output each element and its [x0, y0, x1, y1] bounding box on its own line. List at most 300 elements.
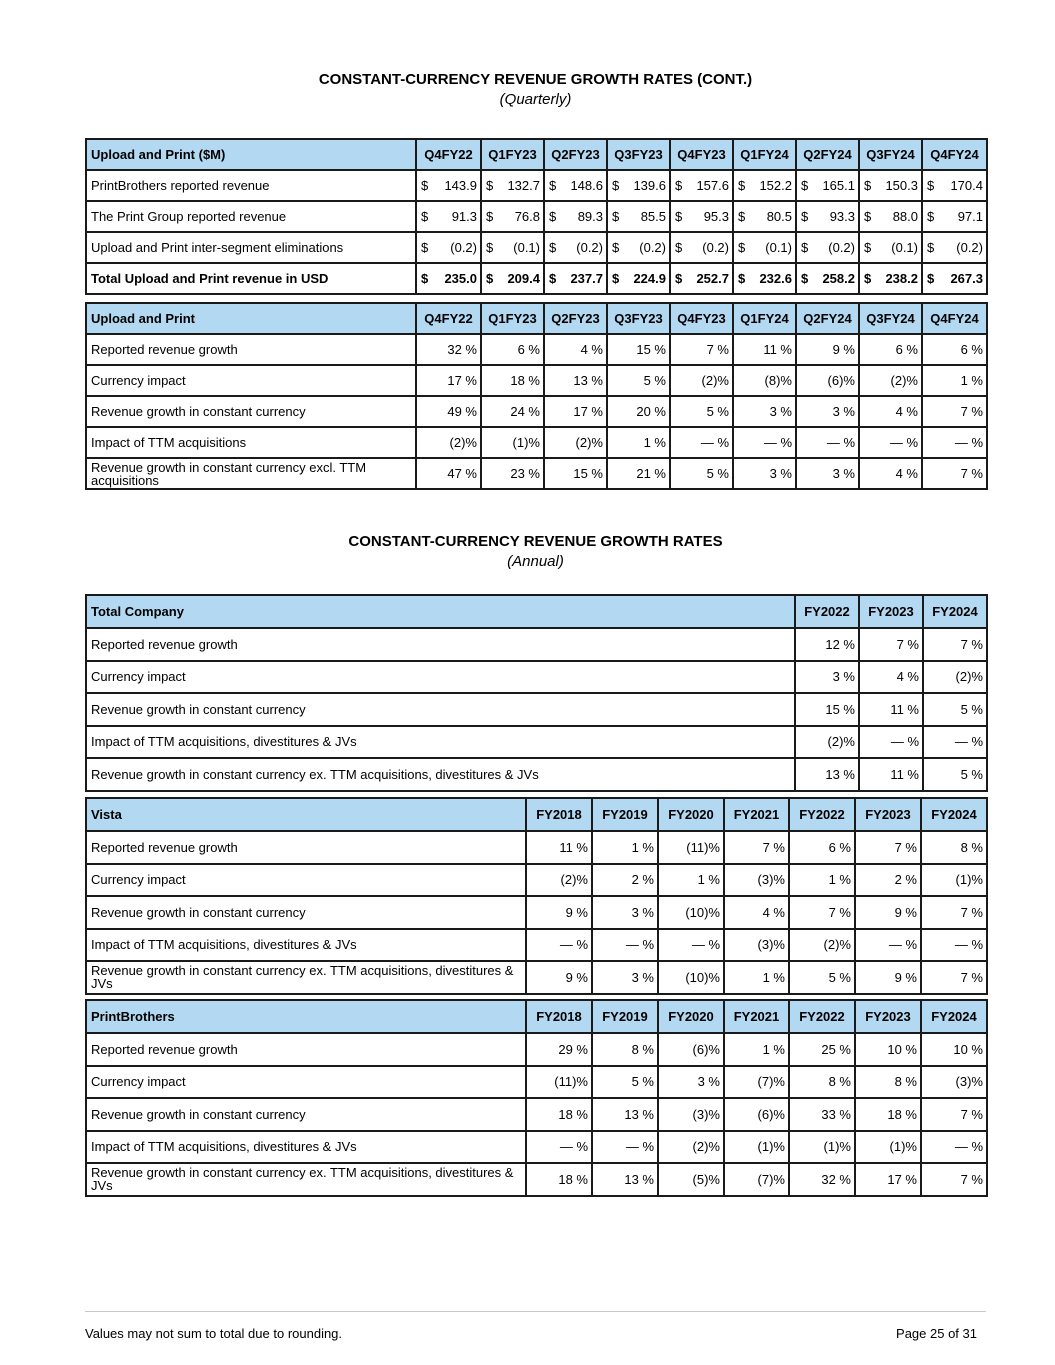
cell-value: (0.2): [956, 240, 983, 255]
table-row: [86, 693, 987, 726]
row-label: Reported revenue growth: [86, 1033, 526, 1066]
cell-value: (3)%: [658, 1098, 724, 1131]
period-header: FY2024: [923, 595, 987, 628]
table-header-row: [86, 303, 987, 334]
cell-value: 80.5: [766, 209, 792, 224]
cell-value: 9 %: [796, 334, 859, 365]
cell-value: 15 %: [607, 334, 670, 365]
annual-heading: [0, 532, 1055, 572]
row-label: Impact of TTM acquisitions, divestitures & JVs: [86, 1131, 526, 1164]
currency-symbol: $: [864, 240, 872, 255]
money-cell: [733, 232, 796, 263]
table-row: [86, 831, 987, 864]
money-cell: [796, 232, 859, 263]
currency-symbol: $: [864, 271, 872, 286]
cell-value: 148.6: [570, 178, 603, 193]
cell-value: 91.3: [451, 209, 477, 224]
cell-value: 18 %: [526, 1163, 592, 1196]
cell-value: 10 %: [921, 1033, 987, 1066]
period-header: Q4FY23: [670, 303, 733, 334]
table-row: [86, 1163, 987, 1196]
cell-value: — %: [859, 427, 922, 458]
money-cell: [416, 201, 481, 232]
currency-symbol: $: [486, 209, 494, 224]
currency-symbol: $: [549, 271, 557, 286]
cell-value: (0.1): [891, 240, 918, 255]
cell-value: 3 %: [592, 961, 658, 994]
period-header: FY2023: [859, 595, 923, 628]
cell-value: 1 %: [724, 961, 789, 994]
table-row: [86, 232, 987, 263]
cell-value: (0.2): [828, 240, 855, 255]
money-cell: [416, 232, 481, 263]
cell-value: 5 %: [670, 396, 733, 427]
currency-symbol: $: [486, 271, 494, 286]
printbrothers-table: [85, 999, 988, 1197]
period-header: Q1FY24: [733, 303, 796, 334]
money-cell: [481, 263, 544, 294]
money-cell: [670, 201, 733, 232]
cell-value: 143.9: [444, 178, 477, 193]
cell-value: — %: [526, 1131, 592, 1164]
cell-value: 4 %: [859, 661, 923, 694]
cell-value: 8 %: [855, 1066, 921, 1099]
period-header: Q2FY24: [796, 139, 859, 170]
cell-value: 49 %: [416, 396, 481, 427]
cell-value: 32 %: [416, 334, 481, 365]
money-cell: [859, 263, 922, 294]
table-row: [86, 896, 987, 929]
money-cell: [481, 201, 544, 232]
money-cell: [859, 232, 922, 263]
cell-value: 23 %: [481, 458, 544, 489]
cell-value: (1)%: [855, 1131, 921, 1164]
section-subtitle: (Annual): [507, 553, 564, 570]
cell-value: 7 %: [921, 961, 987, 994]
money-cell: [670, 232, 733, 263]
currency-symbol: $: [421, 178, 429, 193]
money-cell: [607, 201, 670, 232]
cell-value: 5 %: [607, 365, 670, 396]
cell-value: 1 %: [922, 365, 987, 396]
money-cell: [481, 232, 544, 263]
money-cell: [922, 232, 987, 263]
cell-value: 85.5: [640, 209, 666, 224]
table-row: [86, 864, 987, 897]
money-cell: [670, 263, 733, 294]
period-header: Q4FY22: [416, 303, 481, 334]
currency-symbol: $: [612, 271, 620, 286]
cell-value: (2)%: [526, 864, 592, 897]
cell-value: 8 %: [592, 1033, 658, 1066]
table-row: [86, 396, 987, 427]
table-row: [86, 961, 987, 994]
cell-value: 8 %: [789, 1066, 855, 1099]
cell-value: (6)%: [658, 1033, 724, 1066]
cell-value: 6 %: [859, 334, 922, 365]
upload-print-usd-table: [85, 138, 988, 295]
cell-value: — %: [670, 427, 733, 458]
cell-value: 170.4: [950, 178, 983, 193]
cell-value: 6 %: [789, 831, 855, 864]
money-cell: [859, 170, 922, 201]
cell-value: 15 %: [795, 693, 859, 726]
row-label: Impact of TTM acquisitions: [86, 427, 416, 458]
cell-value: 3 %: [733, 396, 796, 427]
period-header: FY2020: [658, 1000, 724, 1033]
table-row: [86, 1098, 987, 1131]
row-label: Revenue growth in constant currency ex. TTM acquisitions, divestitures & JVs: [86, 758, 795, 791]
cell-value: 88.0: [892, 209, 918, 224]
currency-symbol: $: [421, 240, 429, 255]
period-header: FY2019: [592, 1000, 658, 1033]
period-header: FY2018: [526, 798, 592, 831]
money-cell: [670, 170, 733, 201]
cell-value: 2 %: [592, 864, 658, 897]
row-label: Revenue growth in constant currency excl. TTM acquisitions: [86, 458, 416, 489]
money-cell: [733, 263, 796, 294]
period-header: FY2022: [795, 595, 859, 628]
cell-value: — %: [855, 929, 921, 962]
cell-value: 1 %: [607, 427, 670, 458]
table-row: [86, 758, 987, 791]
money-cell: [607, 232, 670, 263]
cell-value: 6 %: [922, 334, 987, 365]
cell-value: (1)%: [789, 1131, 855, 1164]
table-row: [86, 365, 987, 396]
period-header: FY2020: [658, 798, 724, 831]
period-header: Q2FY24: [796, 303, 859, 334]
cell-value: (6)%: [796, 365, 859, 396]
table-header-label: PrintBrothers: [86, 1000, 526, 1033]
cell-value: 89.3: [577, 209, 603, 224]
table-row: [86, 263, 987, 294]
cell-value: 232.6: [759, 271, 792, 286]
cell-value: 4 %: [859, 396, 922, 427]
table-row: [86, 458, 987, 489]
money-cell: [922, 201, 987, 232]
period-header: Q1FY24: [733, 139, 796, 170]
cell-value: 13 %: [795, 758, 859, 791]
cell-value: 7 %: [921, 1163, 987, 1196]
period-header: FY2021: [724, 798, 789, 831]
cell-value: 18 %: [526, 1098, 592, 1131]
cell-value: 20 %: [607, 396, 670, 427]
currency-symbol: $: [738, 178, 746, 193]
row-label: Reported revenue growth: [86, 628, 795, 661]
cell-value: 3 %: [658, 1066, 724, 1099]
cell-value: (11)%: [526, 1066, 592, 1099]
total-company-table: [85, 594, 988, 792]
cell-value: — %: [592, 929, 658, 962]
money-cell: [544, 201, 607, 232]
row-label: Reported revenue growth: [86, 334, 416, 365]
cell-value: 7 %: [921, 1098, 987, 1131]
table-row: [86, 1131, 987, 1164]
table-row: [86, 628, 987, 661]
cell-value: 7 %: [922, 458, 987, 489]
section-title: CONSTANT-CURRENCY REVENUE GROWTH RATES: [348, 533, 723, 550]
period-header: Q4FY24: [922, 303, 987, 334]
cell-value: 224.9: [633, 271, 666, 286]
currency-symbol: $: [927, 271, 935, 286]
cell-value: 32 %: [789, 1163, 855, 1196]
period-header: FY2019: [592, 798, 658, 831]
cell-value: 18 %: [481, 365, 544, 396]
table-row: [86, 1033, 987, 1066]
cell-value: (2)%: [670, 365, 733, 396]
cell-value: 1 %: [724, 1033, 789, 1066]
currency-symbol: $: [738, 209, 746, 224]
row-label: Revenue growth in constant currency: [86, 396, 416, 427]
row-label: Revenue growth in constant currency: [86, 896, 526, 929]
cell-value: 3 %: [795, 661, 859, 694]
currency-symbol: $: [927, 240, 935, 255]
cell-value: (2)%: [544, 427, 607, 458]
cell-value: 238.2: [885, 271, 918, 286]
row-label: Total Upload and Print revenue in USD: [86, 263, 416, 294]
row-label: Currency impact: [86, 1066, 526, 1099]
currency-symbol: $: [675, 271, 683, 286]
cell-value: 7 %: [789, 896, 855, 929]
row-label: Revenue growth in constant currency ex. TTM acquisitions, divestitures & JVs: [86, 961, 526, 994]
row-label: The Print Group reported revenue: [86, 201, 416, 232]
money-cell: [607, 170, 670, 201]
table-row: [86, 334, 987, 365]
currency-symbol: $: [927, 178, 935, 193]
cell-value: 95.3: [703, 209, 729, 224]
cell-value: 152.2: [759, 178, 792, 193]
cell-value: 76.8: [514, 209, 540, 224]
currency-symbol: $: [549, 178, 557, 193]
section-title: CONSTANT-CURRENCY REVENUE GROWTH RATES (CONT.): [318, 71, 753, 88]
cell-value: 5 %: [923, 693, 987, 726]
quarterly-heading: [0, 70, 1055, 110]
cell-value: 7 %: [921, 896, 987, 929]
cell-value: 12 %: [795, 628, 859, 661]
cell-value: — %: [859, 726, 923, 759]
period-header: FY2024: [921, 798, 987, 831]
cell-value: (6)%: [724, 1098, 789, 1131]
row-label: Currency impact: [86, 864, 526, 897]
cell-value: (2)%: [789, 929, 855, 962]
period-header: FY2024: [921, 1000, 987, 1033]
cell-value: (0.1): [513, 240, 540, 255]
cell-value: 5 %: [923, 758, 987, 791]
money-cell: [733, 201, 796, 232]
cell-value: 15 %: [544, 458, 607, 489]
cell-value: 9 %: [855, 896, 921, 929]
money-cell: [859, 201, 922, 232]
cell-value: — %: [592, 1131, 658, 1164]
cell-value: 2 %: [855, 864, 921, 897]
cell-value: 252.7: [696, 271, 729, 286]
row-label: PrintBrothers reported revenue: [86, 170, 416, 201]
currency-symbol: $: [927, 209, 935, 224]
money-cell: [481, 170, 544, 201]
cell-value: 97.1: [957, 209, 983, 224]
row-label: Currency impact: [86, 661, 795, 694]
row-label: Revenue growth in constant currency: [86, 1098, 526, 1131]
period-header: FY2022: [789, 798, 855, 831]
currency-symbol: $: [486, 178, 494, 193]
cell-value: (0.2): [639, 240, 666, 255]
cell-value: 47 %: [416, 458, 481, 489]
cell-value: 10 %: [855, 1033, 921, 1066]
row-label: Impact of TTM acquisitions, divestitures & JVs: [86, 726, 795, 759]
money-cell: [796, 170, 859, 201]
section-subtitle: (Quarterly): [499, 91, 572, 108]
cell-value: 7 %: [855, 831, 921, 864]
currency-symbol: $: [675, 209, 683, 224]
table-header-row: [86, 139, 987, 170]
currency-symbol: $: [801, 240, 809, 255]
cell-value: 209.4: [507, 271, 540, 286]
cell-value: (3)%: [921, 1066, 987, 1099]
cell-value: 7 %: [724, 831, 789, 864]
money-cell: [607, 263, 670, 294]
cell-value: 165.1: [822, 178, 855, 193]
currency-symbol: $: [864, 178, 872, 193]
cell-value: — %: [796, 427, 859, 458]
money-cell: [416, 170, 481, 201]
currency-symbol: $: [738, 271, 746, 286]
cell-value: 29 %: [526, 1033, 592, 1066]
cell-value: (2)%: [923, 661, 987, 694]
cell-value: (5)%: [658, 1163, 724, 1196]
cell-value: (10)%: [658, 896, 724, 929]
cell-value: (2)%: [416, 427, 481, 458]
cell-value: 13 %: [592, 1098, 658, 1131]
currency-symbol: $: [421, 271, 429, 286]
cell-value: 237.7: [570, 271, 603, 286]
cell-value: 3 %: [592, 896, 658, 929]
cell-value: 11 %: [526, 831, 592, 864]
cell-value: (2)%: [859, 365, 922, 396]
currency-symbol: $: [549, 209, 557, 224]
cell-value: 139.6: [633, 178, 666, 193]
period-header: FY2018: [526, 1000, 592, 1033]
cell-value: (7)%: [724, 1066, 789, 1099]
cell-value: 4 %: [724, 896, 789, 929]
cell-value: 4 %: [544, 334, 607, 365]
cell-value: 17 %: [544, 396, 607, 427]
cell-value: 18 %: [855, 1098, 921, 1131]
page-number: Page 25 of 31: [896, 1326, 977, 1341]
money-cell: [544, 170, 607, 201]
table-header-row: [86, 595, 987, 628]
cell-value: (3)%: [724, 929, 789, 962]
cell-value: 157.6: [696, 178, 729, 193]
upload-print-growth-table: [85, 302, 988, 490]
period-header: Q1FY23: [481, 139, 544, 170]
cell-value: — %: [923, 726, 987, 759]
currency-symbol: $: [801, 209, 809, 224]
cell-value: 267.3: [950, 271, 983, 286]
cell-value: (7)%: [724, 1163, 789, 1196]
cell-value: 11 %: [859, 758, 923, 791]
cell-value: 7 %: [670, 334, 733, 365]
cell-value: 9 %: [526, 896, 592, 929]
currency-symbol: $: [675, 178, 683, 193]
period-header: FY2023: [855, 1000, 921, 1033]
cell-value: 25 %: [789, 1033, 855, 1066]
currency-symbol: $: [675, 240, 683, 255]
period-header: Q1FY23: [481, 303, 544, 334]
cell-value: (2)%: [658, 1131, 724, 1164]
money-cell: [544, 263, 607, 294]
row-label: Currency impact: [86, 365, 416, 396]
cell-value: 258.2: [822, 271, 855, 286]
currency-symbol: $: [486, 240, 494, 255]
cell-value: 11 %: [859, 693, 923, 726]
currency-symbol: $: [612, 209, 620, 224]
currency-symbol: $: [801, 271, 809, 286]
cell-value: 150.3: [885, 178, 918, 193]
currency-symbol: $: [421, 209, 429, 224]
table-row: [86, 929, 987, 962]
cell-value: (10)%: [658, 961, 724, 994]
period-header: Q4FY23: [670, 139, 733, 170]
cell-value: 17 %: [416, 365, 481, 396]
cell-value: 1 %: [592, 831, 658, 864]
currency-symbol: $: [612, 240, 620, 255]
period-header: FY2023: [855, 798, 921, 831]
period-header: FY2022: [789, 1000, 855, 1033]
cell-value: 17 %: [855, 1163, 921, 1196]
cell-value: — %: [526, 929, 592, 962]
period-header: Q2FY23: [544, 303, 607, 334]
row-label: Reported revenue growth: [86, 831, 526, 864]
money-cell: [922, 170, 987, 201]
period-header: Q3FY23: [607, 303, 670, 334]
cell-value: 6 %: [481, 334, 544, 365]
cell-value: 235.0: [444, 271, 477, 286]
table-row: [86, 1066, 987, 1099]
table-header-row: [86, 798, 987, 831]
row-label: Revenue growth in constant currency ex. TTM acquisitions, divestitures & JVs: [86, 1163, 526, 1196]
cell-value: 24 %: [481, 396, 544, 427]
footer-divider: [85, 1311, 986, 1312]
cell-value: 5 %: [670, 458, 733, 489]
currency-symbol: $: [864, 209, 872, 224]
cell-value: — %: [658, 929, 724, 962]
cell-value: 93.3: [829, 209, 855, 224]
table-row: [86, 170, 987, 201]
table-header-label: Vista: [86, 798, 526, 831]
money-cell: [796, 263, 859, 294]
table-row: [86, 427, 987, 458]
cell-value: (1)%: [481, 427, 544, 458]
cell-value: 9 %: [526, 961, 592, 994]
row-label: Upload and Print inter-segment eliminations: [86, 232, 416, 263]
table-row: [86, 661, 987, 694]
cell-value: (8)%: [733, 365, 796, 396]
money-cell: [733, 170, 796, 201]
cell-value: 132.7: [507, 178, 540, 193]
cell-value: — %: [733, 427, 796, 458]
cell-value: 7 %: [859, 628, 923, 661]
cell-value: (11)%: [658, 831, 724, 864]
cell-value: — %: [921, 1131, 987, 1164]
period-header: Q4FY24: [922, 139, 987, 170]
row-label: Impact of TTM acquisitions, divestitures & JVs: [86, 929, 526, 962]
cell-value: 1 %: [789, 864, 855, 897]
period-header: FY2021: [724, 1000, 789, 1033]
money-cell: [922, 263, 987, 294]
cell-value: 3 %: [796, 458, 859, 489]
currency-symbol: $: [549, 240, 557, 255]
